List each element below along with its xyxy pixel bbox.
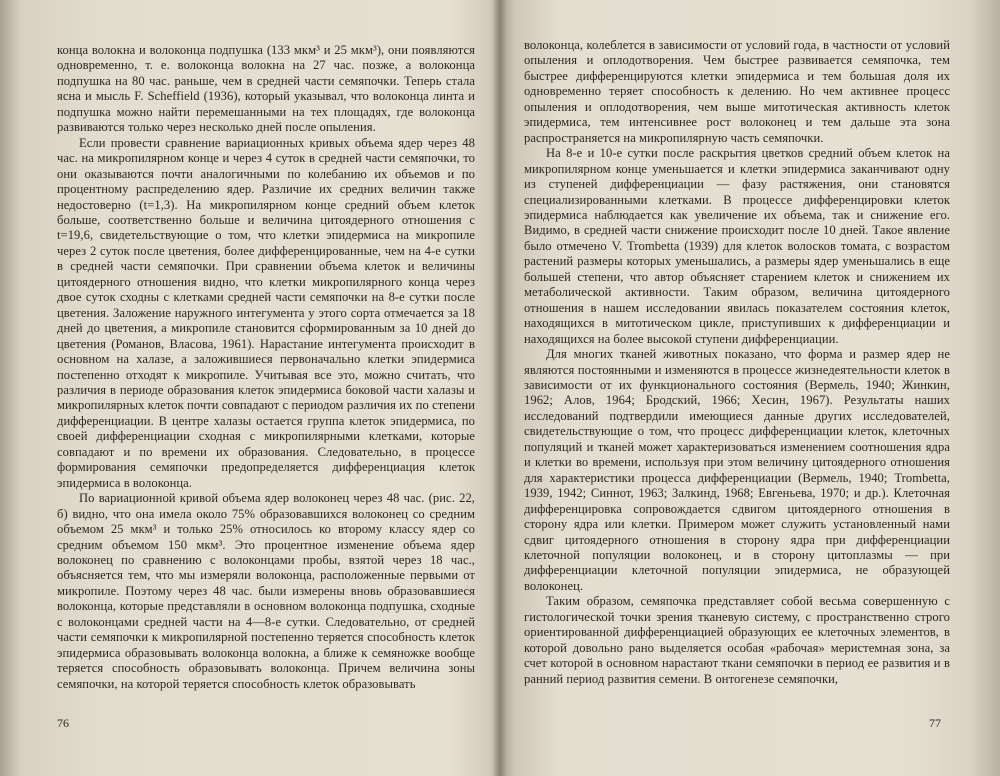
page-number: 77 — [929, 716, 941, 730]
left-page — [0, 0, 497, 776]
paragraph: Таким образом, семяпочка представляет собой весьма совершенную с гистологической точки зрения тканевую систему, с пространственно строго ориентированной дифференциацией образующих ее клеточных элементов, в которой довольно рано выделяется особая «рабочая» меристемная зона, за счет которой в основном нарастают ткани семяпочки в период ее развития и в ранний период развития семени. В онтогенезе семяпочки, — [524, 594, 950, 686]
paragraph: На 8-е и 10-е сутки после раскрытия цветков средний объем клеток на микропилярном конце уменьшается и клетки эпидермиса заканчивают одну из ступеней дифференциации — фазу растяжения, они становятся специализированными клетками. В процессе дифференцировки клеток эпидермиса наблюдается как увеличение их объема, так и снижение его. Видимо, в средней части снижение происходит после 10 дней. Такое явление было отмечено V. Trombetta (1939) для клеток волосков томата, с возрастом растений размеры которых уменьшались, а размеры ядер уменьшались в еще большей степени, что автор объясняет старением клеток и снижением их метаболической активности. Таким образом, величина цитоядерного отношения в нашем исследовании явилась показателем состояния клеток, находящихся в митотическом цикле, приступивших к дифференциации и находящихся на более высокой ступени дифференциации. — [524, 146, 950, 346]
right-page-body — [524, 38, 950, 687]
paragraph: По вариационной кривой объема ядер волоконец через 48 час. (рис. 22, б) видно, что она имела около 75% образовавшихся волоконец со средним объемом 25 мкм³ и только 25% относилось ко второму классу ядер со средним объемом 150 мкм³. Это процентное изменение объема ядер волоконец по сравнению с волоконцами пробы, взятой через 18 час., объясняется тем, что мы измеряли волоконца, расположенные первыми от микропиле. Поэтому через 48 час. были измерены вновь образовавшиеся волоконца, которые представляли в основном волоконца подпушка, сходные с волоконцами средней части на 4—8-е сутки. Следовательно, от средней части семяпочки к микропилярной постепенно теряется способность клеток эпидермиса образовывать волоконца волокна, а ближе к семяножке вообще теряется способность образовывать волоконца. Причем величина зоны семяпочки, на которой теряется способность клеток образовывать — [57, 491, 475, 691]
page-number: 76 — [57, 716, 69, 730]
right-page — [503, 0, 1000, 776]
paragraph: конца волокна и волоконца подпушка (133 мкм³ и 25 мкм³), они появляются одновременно, т. е. волоконца волокна на 27 час. позже, а волоконца подпушка на 80 час. раньше, чем в средней части семяпочки. Теперь стала ясна и мысль F. Scheffield (1936), который указывал, что волоконца линта и подпушка можно найти перемешанными на тех площадях, где волоконца развиваются только через несколько дней после опыления. — [57, 43, 475, 135]
paragraph: волоконца, колеблется в зависимости от условий года, в частности от условий опыления и оплодотворения. Чем быстрее развивается семяпочка, тем быстрее дифференцируются клетки эпидермиса и тем большая доля их одновременно теряет способность к делению. Но чем активнее процесс опыления и оплодотворения, чем выше митотическая активность клеток эпидермиса, тем интенсивнее рост волоконец и тем дальше эта зона распространяется на микропилярную часть семяпочки. — [524, 38, 950, 145]
paragraph: Если провести сравнение вариационных кривых объема ядер через 48 час. на микропилярном конце и через 4 суток в средней части семяпочки, то они оказываются почти аналогичными по колебанию их объемов и по процентному распределению ядер. Различие их средних величин также недостоверно (t=1,3). На микропилярном конце средний объем клеток больше, соответственно больше и величина цитоядерного отношения с t=19,6, свидетельствующие о том, что клетки эпидермиса на микропиле через 2 суток после цветения, более дифференцированные, чем на 4-е сутки в средней части семяпочки. При сравнении объема клеток и величины цитоядерного отношения видно, что клетки микропилярного конца через двое суток сходны с клетками средней части семяпочки на 8-е сутки после цветения. Заложение наружного интегумента у этого сорта отмечается за 18 дней до цветения, а микропиле становится сформированным за 10 дней до цветения (Романов, Власова, 1961). Нарастание интегумента происходит в основном на халазе, а заложившиеся первоначально клетки эпидермиса постепенно отходят к микропиле. Учитывая все это, можно считать, что различия в периоде образования клеток эпидермиса боковой части халазы и микропилярных клеток почти совпадают с периодом различия их по степени дифференциации. В центре халазы остается группа клеток эпидермиса, по своей дифференциации сходная с микропилярными клетками, которые совпадают и по времени их образования. Следовательно, в процессе формирования семяпочки предопределяется дифференциация клеток эпидермиса в волоконца. — [57, 135, 475, 490]
paragraph: Для многих тканей животных показано, что форма и размер ядер не являются постоянными и изменяются в процессе жизнедеятельности клеток в зависимости от их функционального состояния (Вермель, 1940; Жинкин, 1962; Алов, 1964; Бродский, 1966; Хесин, 1967). Результаты наших исследований подтвердили имеющиеся данные других исследователей, свидетельствующие о том, что процесс дифференциации клеток, клеточных популяций и тканей может характеризоваться изменением соотношения ядра и клетки во времени, используя при этом величину цитоядерного отношения для характеристики процесса дифференциации (Вермель, 1940; Trombetta, 1939, 1942; Синнот, 1963; Залкинд, 1968; Евгеньева, 1970; и др.). Клеточная дифференцировка сопровождается сдвигом цитоядерного отношения в сторону ядра или клетки. Примером может служить установленный нами сдвиг цитоядерного отношения в сторону ядра при дифференциации клеточной популяции волоконец, и в сторону цитоплазмы — при дифференциации клеточной популяции эпидермиса, не образующей волоконец. — [524, 347, 950, 593]
left-page-body — [57, 43, 475, 692]
